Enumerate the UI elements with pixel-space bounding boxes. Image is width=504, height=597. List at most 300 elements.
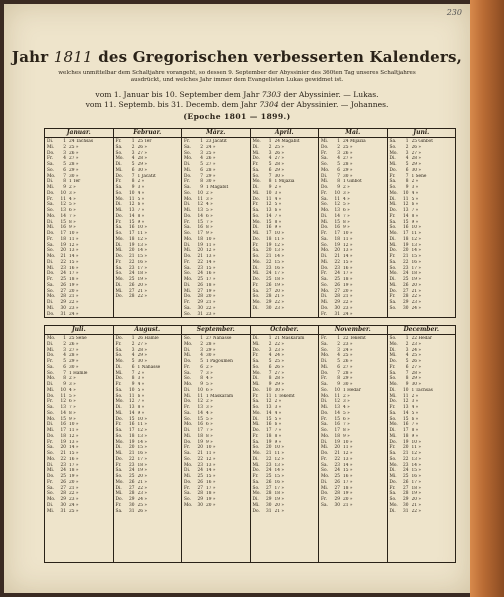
weekday: Do. [184, 439, 192, 445]
day-number: 11 [403, 393, 409, 399]
ethiopian-date: 5 » [69, 202, 76, 208]
day-number: 2 [405, 341, 409, 347]
day-number: 6 [63, 364, 66, 370]
ethiopian-date: 12 » [343, 451, 353, 456]
ethiopian-date: 6 » [206, 213, 213, 219]
day-number: 19 [129, 242, 135, 248]
ethiopian-date: 11 » [274, 236, 284, 242]
weekday: Do. [252, 347, 260, 353]
day-number: 26 [197, 479, 203, 485]
ethiopian-date: 6 » [411, 202, 419, 208]
day-number: 3 [268, 150, 272, 156]
weekday: Fr. [184, 485, 190, 491]
weekday: Mi. [115, 248, 123, 254]
ethiopian-date: 20 » [411, 497, 421, 502]
day-number: 4 [63, 353, 66, 359]
month-column [251, 326, 320, 562]
ethiopian-date: 26 » [411, 359, 421, 364]
day-number: 25 [334, 474, 340, 479]
day-number: 19 [60, 242, 66, 248]
day-number: 26 [129, 282, 135, 288]
weekday: So. [252, 173, 260, 179]
day-number: 15 [403, 416, 409, 422]
weekday: Mo. [389, 190, 398, 196]
ethiopian-date: 16 » [343, 474, 353, 479]
weekday: Di. [47, 259, 54, 265]
day-number: 23 [266, 265, 272, 271]
day-number: 24 [266, 271, 272, 277]
day-number: 7 [337, 173, 340, 179]
ethiopian-date: 5 » [206, 416, 213, 422]
weekday: Sa. [389, 370, 397, 376]
weekday: Do. [47, 311, 55, 317]
ethiopian-date: 20 » [69, 288, 79, 294]
weekday: So. [115, 190, 123, 196]
weekday: Do. [184, 254, 192, 259]
day-number: 21 [403, 451, 409, 456]
ethiopian-date: 5 » [137, 196, 145, 202]
ethiopian-date: 7 » [343, 213, 350, 219]
weekday: Fr. [115, 382, 122, 387]
ethiopian-date: 9 » [411, 219, 419, 225]
weekday: Di. [252, 144, 259, 150]
ethiopian-date: 10 » [411, 439, 421, 445]
weekday: Mo. [115, 277, 124, 282]
ethiopian-date: 3 » [69, 382, 76, 387]
day-number: 6 [337, 364, 340, 370]
weekday: Do. [252, 508, 260, 514]
ethiopian-date: 28 » [274, 162, 284, 167]
day-number: 9 [405, 185, 409, 190]
weekday: Do. [389, 288, 397, 294]
weekday: Mo. [321, 208, 330, 213]
day-number: 5 [268, 359, 272, 364]
weekday: Fr. [47, 196, 53, 202]
ethiopian-date: 12 » [137, 236, 147, 242]
weekday: Mo. [252, 259, 261, 265]
day-number: 5 [131, 359, 135, 364]
ethiopian-date: 25 » [274, 359, 284, 364]
weekday: Sa. [47, 445, 54, 451]
day-number: 13 [60, 208, 66, 213]
weekday: Mo. [252, 451, 261, 456]
day-number: 10 [129, 190, 135, 196]
day-row [45, 312, 113, 318]
day-number: 2 [200, 144, 203, 150]
calendar-first-half [44, 128, 456, 318]
day-row [251, 509, 319, 515]
day-number: 24 [334, 468, 340, 474]
weekday: Do. [321, 185, 329, 190]
ethiopian-date: 8 » [69, 410, 76, 416]
weekday: Fr. [252, 202, 259, 208]
day-number: 23 [266, 462, 272, 468]
day-row [388, 509, 456, 515]
day-number: 20 [403, 445, 409, 451]
weekday: Di. [321, 173, 328, 179]
weekday: Fr. [47, 156, 53, 162]
ethiopian-date: 19 » [137, 277, 147, 282]
day-number: 1 [131, 336, 135, 341]
weekday: Di. [115, 162, 122, 167]
ethiopian-date: 4 » [343, 196, 350, 202]
day-number: 28 [334, 491, 340, 497]
ethiopian-date: 11 » [411, 231, 421, 236]
day-number: 21 [266, 451, 272, 456]
ethiopian-date: 17 » [137, 265, 147, 271]
ethiopian-date: 18 » [69, 468, 79, 474]
weekday: So. [47, 491, 54, 497]
weekday: Mi. [47, 185, 55, 190]
ethiopian-date: 9 » [206, 439, 213, 445]
ethiopian-date: 8 » [137, 405, 145, 410]
day-number: 4 [268, 156, 272, 162]
day-number: 14 [129, 213, 135, 219]
weekday: Fr. [115, 502, 122, 508]
ethiopian-date: 21 » [343, 502, 353, 508]
ethiopian-date: 20 » [206, 294, 216, 300]
weekday: So. [321, 428, 328, 433]
day-number: 30 [197, 502, 203, 508]
weekday: Mi. [252, 462, 260, 468]
weekday: Do. [321, 410, 329, 416]
weekday: Mo. [252, 219, 261, 225]
day-number: 1 [268, 336, 272, 341]
day-number: 21 [60, 254, 66, 259]
ethiopian-date: 21 » [206, 300, 216, 305]
day-number: 22 [197, 456, 203, 462]
day-number: 15 [334, 219, 340, 225]
ethiopian-date: 20 » [343, 288, 353, 294]
weekday: Mo. [184, 502, 193, 508]
ethiopian-date: 10 » [343, 231, 353, 236]
ethiopian-date: 21 » [69, 485, 79, 491]
weekday: Fr. [47, 439, 53, 445]
weekday: Mi. [47, 225, 55, 231]
weekday: Do. [252, 196, 260, 202]
day-number: 30 [334, 305, 340, 311]
ethiopian-date: 27 » [411, 364, 421, 370]
weekday: Mo. [47, 173, 56, 179]
day-number: 17 [197, 428, 203, 433]
day-number: 21 [403, 254, 409, 259]
ethiopian-date: 23 » [206, 311, 216, 317]
day-number: 3 [405, 347, 409, 353]
day-number: 7 [63, 370, 66, 376]
ethiopian-date: 23 » [411, 300, 421, 305]
ethiopian-date: 12 » [137, 428, 147, 433]
day-number: 21 [197, 451, 203, 456]
ethiopian-date: 8 » [69, 219, 76, 225]
ethiopian-date: 4 » [343, 405, 350, 410]
ethiopian-date: 24 » [411, 305, 421, 311]
weekday: So. [321, 468, 328, 474]
day-number: 12 [197, 399, 203, 405]
day-number: 17 [60, 428, 66, 433]
weekday: Di. [252, 497, 259, 502]
day-number: 16 [129, 225, 135, 231]
weekday: Mi. [389, 162, 397, 167]
ethiopian-date: 13 » [274, 462, 284, 468]
weekday: Do. [47, 393, 55, 399]
ethiopian-date: 7 » [411, 422, 419, 428]
day-number: 6 [405, 364, 409, 370]
day-number: 13 [129, 208, 135, 213]
month-column [114, 129, 183, 317]
ethiopian-date: 10 » [411, 225, 421, 231]
weekday: Mi. [252, 231, 260, 236]
weekday: Mo. [47, 416, 56, 422]
day-number: 24 [403, 271, 409, 277]
day-number: 31 [60, 508, 66, 514]
day-number: 8 [131, 179, 135, 185]
ethiopian-date: 27 » [137, 150, 147, 156]
ethiopian-date: 30 » [206, 353, 216, 359]
ethiopian-date: 10 » [137, 225, 147, 231]
weekday: Fr. [115, 139, 122, 144]
day-number: 8 [337, 376, 340, 382]
day-number: 6 [405, 167, 409, 173]
day-number: 4 [405, 353, 409, 359]
ethiopian-date: 18 » [343, 485, 353, 491]
day-row [319, 503, 387, 509]
period-1-year: 7303 [261, 90, 282, 99]
ethiopian-date: 25 » [69, 508, 79, 514]
weekday: Mo. [184, 156, 193, 162]
ethiopian-date: 14 » [343, 462, 353, 468]
day-number: 13 [403, 405, 409, 410]
weekday: Mo. [252, 370, 261, 376]
weekday: Di. [184, 282, 191, 288]
weekday: Mi. [115, 167, 123, 173]
weekday: Sa. [184, 265, 191, 271]
ethiopian-date: 11 » [343, 236, 353, 242]
ethiopian-date: 26 » [69, 150, 79, 156]
month-name: April. [251, 129, 319, 138]
ethiopian-date: 21 » [137, 288, 147, 294]
weekday: Do. [184, 173, 192, 179]
ethiopian-date: 12 » [206, 456, 216, 462]
day-number: 1 [337, 336, 340, 341]
day-number: 9 [200, 382, 203, 387]
day-number: 15 [60, 416, 66, 422]
period-line-2 [4, 100, 470, 109]
day-number: 24 [60, 271, 66, 277]
weekday: Sa. [115, 144, 123, 150]
day-number: 30 [60, 502, 66, 508]
weekday: Mi. [184, 393, 192, 399]
month-name: August. [114, 326, 182, 335]
ethiopian-date: 7 » [137, 208, 145, 213]
day-number: 12 [197, 202, 203, 208]
weekday: Sa. [184, 185, 191, 190]
day-number: 29 [197, 497, 203, 502]
weekday: So. [184, 150, 191, 156]
ethiopian-date: 10 » [206, 445, 216, 451]
month-name: October. [251, 326, 319, 335]
ethiopian-date: 15 » [274, 259, 284, 265]
day-number: 7 [131, 173, 135, 179]
ethiopian-date: 15 » [343, 468, 353, 474]
weekday: So. [47, 167, 54, 173]
day-number: 8 [63, 376, 66, 382]
ethiopian-date: 6 » [274, 422, 282, 428]
weekday: So. [115, 393, 123, 399]
weekday: Fr. [47, 399, 53, 405]
weekday: Do. [184, 399, 192, 405]
day-number: 25 [129, 277, 135, 282]
ethiopian-date: 17 » [343, 479, 353, 485]
day-number: 17 [129, 231, 135, 236]
weekday: Sa. [389, 491, 397, 497]
ethiopian-date: 30 » [274, 173, 284, 179]
day-number: 23 [197, 462, 203, 468]
weekday: Di. [389, 347, 396, 353]
weekday: Mi. [252, 382, 260, 387]
day-number: 12 [334, 202, 340, 208]
weekday: Do. [389, 208, 397, 213]
weekday: Fr. [252, 474, 259, 479]
ethiopian-date: 7 » [274, 428, 282, 433]
ethiopian-date: 9 » [69, 416, 76, 422]
day-number: 15 [266, 416, 272, 422]
ethiopian-date: 19 » [69, 282, 79, 288]
ethiopian-date: 8 » [411, 428, 419, 433]
day-number: 27 [129, 485, 135, 491]
weekday: Di. [184, 242, 191, 248]
ethiopian-date: 30 » [274, 387, 284, 393]
weekday: Di. [321, 213, 328, 219]
ethiopian-date: 18 » [411, 485, 421, 491]
day-number: 6 [131, 167, 135, 173]
ethiopian-date: 19 » [206, 288, 216, 294]
day-number: 25 [403, 277, 409, 282]
weekday: Mi. [184, 208, 192, 213]
month-column [45, 326, 114, 562]
day-number: 21 [129, 254, 135, 259]
ethiopian-date: 15 » [137, 254, 147, 259]
ethiopian-date: 13 » [343, 456, 353, 462]
ethiopian-date: 1 Pagoumen [206, 359, 233, 364]
ethiopian-date: 7 » [69, 213, 76, 219]
weekday: Mo. [47, 336, 56, 341]
ethiopian-date: 6 » [206, 387, 213, 393]
weekday: So. [47, 208, 54, 213]
ethiopian-date: 26 » [137, 508, 147, 514]
day-number: 22 [60, 259, 66, 265]
weekday: Fr. [321, 311, 327, 317]
ethiopian-date: 22 » [274, 300, 284, 305]
ethiopian-date: 17 » [206, 277, 216, 282]
ethiopian-date: 15 » [343, 259, 353, 265]
ethiopian-date: 29 » [274, 382, 284, 387]
ethiopian-date: 12 » [274, 456, 284, 462]
weekday: Mo. [47, 294, 56, 300]
ethiopian-date: 26 » [137, 144, 147, 150]
day-number: 31 [197, 311, 203, 317]
day-number: 29 [403, 300, 409, 305]
ethiopian-date: 1 Maskaram [206, 393, 234, 399]
day-number: 8 [405, 376, 409, 382]
weekday: So. [321, 202, 328, 208]
weekday: Sa. [321, 382, 328, 387]
day-number: 15 [197, 416, 203, 422]
weekday: Do. [184, 294, 192, 300]
weekday: Fr. [321, 336, 327, 341]
ethiopian-date: 14 » [343, 254, 353, 259]
weekday: So. [184, 311, 191, 317]
ethiopian-date: 3 » [206, 370, 213, 376]
ethiopian-date: 14 » [137, 248, 147, 254]
weekday: Do. [115, 376, 123, 382]
ethiopian-date: 8 » [343, 428, 350, 433]
ethiopian-date: 17 » [411, 265, 421, 271]
day-number: 14 [197, 213, 203, 219]
day-number: 16 [266, 422, 272, 428]
day-number: 28 [403, 294, 409, 300]
ethiopian-date: 12 » [411, 451, 421, 456]
day-number: 16 [60, 225, 66, 231]
weekday: Sa. [321, 277, 328, 282]
title-suffix: des Gregorischen verbesserten Kalenders, [98, 48, 463, 66]
ethiopian-date: 11 » [206, 451, 216, 456]
day-number: 21 [266, 254, 272, 259]
weekday: Mi. [321, 179, 329, 185]
weekday: Di. [184, 202, 191, 208]
ethiopian-date: 1 Magabit [206, 185, 229, 190]
ethiopian-date: 19 » [206, 497, 216, 502]
ethiopian-date: 2 » [274, 185, 282, 190]
day-number: 5 [405, 162, 409, 167]
day-number: 18 [266, 433, 272, 439]
ethiopian-date: 10 » [137, 416, 147, 422]
book-spine [470, 0, 504, 597]
weekday: So. [389, 456, 397, 462]
ethiopian-date: 10 » [69, 231, 79, 236]
ethiopian-date: 28 » [206, 341, 216, 347]
title-year: 1811 [53, 48, 93, 66]
ethiopian-date: 25 » [206, 150, 216, 156]
ethiopian-date: 17 » [69, 462, 79, 468]
weekday: Di. [389, 156, 396, 162]
weekday: Mi. [252, 271, 260, 277]
weekday: Mo. [184, 422, 193, 428]
ethiopian-date: 1 Hedar [343, 387, 361, 393]
weekday: Sa. [389, 139, 397, 144]
weekday: Mo. [389, 422, 398, 428]
weekday: Mi. [389, 202, 397, 208]
ethiopian-date: 14 » [137, 439, 147, 445]
weekday: Do. [115, 336, 123, 341]
day-number: 4 [63, 156, 66, 162]
weekday: So. [47, 370, 54, 376]
day-number: 25 [266, 474, 272, 479]
day-number: 10 [266, 387, 272, 393]
weekday: Mo. [115, 196, 124, 202]
weekday: Mi. [47, 468, 55, 474]
ethiopian-date: 29 » [411, 376, 421, 382]
ethiopian-date: 4 » [411, 405, 419, 410]
weekday: Di. [389, 508, 396, 514]
day-number: 9 [337, 382, 340, 387]
day-number: 4 [131, 156, 135, 162]
ethiopian-date: 14 » [274, 254, 284, 259]
ethiopian-date: 23 » [274, 347, 284, 353]
weekday: Mi. [321, 485, 329, 491]
day-number: 15 [403, 219, 409, 225]
day-number: 7 [200, 370, 203, 376]
day-number: 4 [337, 156, 340, 162]
